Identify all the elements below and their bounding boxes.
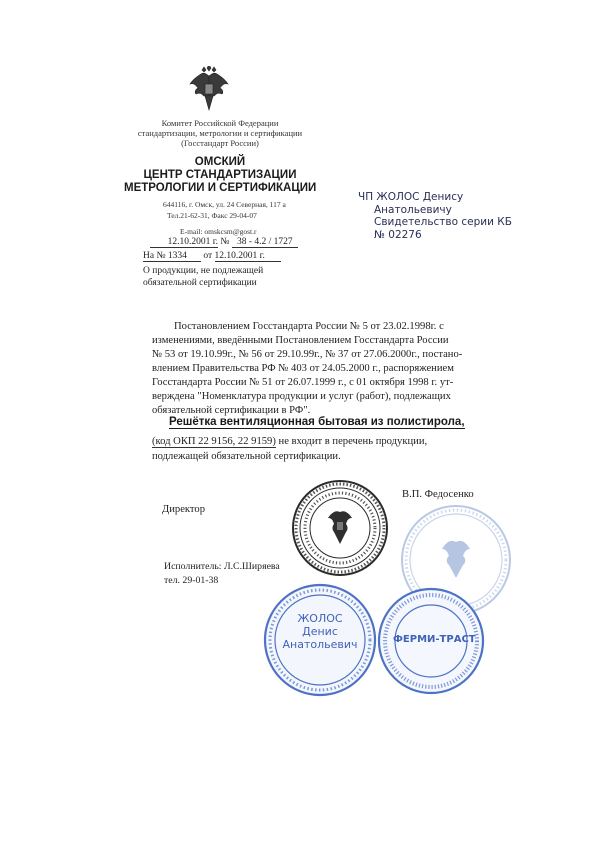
body-line-4: влением Правительства РФ № 403 от 24.05.2000 г., распоряжением [152, 363, 454, 374]
committee-line-1: Комитет Российской Федерации [161, 118, 279, 128]
recipient-line-3: Свидетельство серии КБ [374, 216, 512, 228]
fermi-trast-seal-text: ФЕРМИ-ТРАСТ [393, 634, 476, 645]
coat-of-arms-emblem [186, 66, 232, 114]
body-line-2: изменениями, введёнными Постановлением Госстандарта России [152, 335, 449, 346]
executor-phone: тел. 29-01-38 [164, 575, 219, 586]
outgoing-number: 38 - 4.2 / 1727 [232, 237, 298, 248]
recipient-block [358, 191, 512, 241]
signature-position: Директор [162, 504, 205, 515]
body-paragraph [152, 320, 462, 418]
body-line-5: Госстандарта России № 51 от 26.07.1999 г., с 01 октября 1998 г. ут- [152, 377, 454, 388]
product-code: (код ОКП 22 9156, 22 9159) [152, 436, 276, 447]
committee-line-3: (Госстандарт России) [181, 138, 259, 148]
product-code-rest: не входит в перечень продукции, [275, 436, 428, 447]
zholos-seal-line-2: Денис [302, 625, 338, 638]
center-address: 644116, г. Омск, ул. 24 Северная, 117 а [163, 200, 286, 209]
body-line-1: Постановлением Госстандарта России № 5 от 23.02.1998г. с [174, 321, 444, 332]
zholos-seal-line-3: Анатольевич [282, 638, 358, 651]
outgoing-date: 12.10.2001 г. [150, 237, 218, 248]
closing-line: подлежащей обязательной сертификации. [152, 451, 341, 462]
product-code-line [152, 435, 427, 449]
recipient-line-2: Анатольевичу [374, 203, 452, 216]
signature-name: В.П. Федосенко [402, 489, 474, 500]
center-phones: Тел.21-62-31, Факс 29-04-07 [167, 211, 257, 220]
recipient-line-1: ЧП ЖОЛОС Денису [358, 191, 464, 203]
executor-name: Исполнитель: Л.С.Ширяева [164, 561, 280, 572]
body-line-7: обязательной сертификации в РФ". [152, 405, 311, 416]
incoming-date: 12.10.2001 г. [215, 251, 281, 262]
center-email: E-mail: omskcsm@gost.r [180, 227, 257, 236]
zholos-seal-line-1: ЖОЛОС [297, 612, 343, 625]
outgoing-no-label: № [220, 237, 230, 247]
committee-line-2: стандартизации, метрологии и сертификации [137, 128, 303, 138]
center-name-line-1: ОМСКИЙ [194, 156, 246, 168]
subject-line-2: обязательной сертификации [143, 278, 257, 288]
product-name: Решётка вентиляционная бытовая из полистирола, [169, 416, 465, 428]
recipient-line-4: № 02276 [374, 228, 422, 241]
center-name-line-3: МЕТРОЛОГИИ И СЕРТИФИКАЦИИ [124, 182, 317, 194]
body-line-6: верждена "Номенклатура продукции и услуг (работ), подлежащих [152, 391, 451, 402]
incoming-number: На № 1334 [143, 251, 201, 262]
incoming-ref [143, 251, 281, 262]
outgoing-ref [150, 237, 298, 248]
incoming-from-label: от [203, 251, 213, 261]
official-round-seal [290, 478, 390, 578]
center-name-line-2: ЦЕНТР СТАНДАРТИЗАЦИИ [143, 169, 297, 181]
body-line-3: № 53 от 19.10.99г., № 56 от 29.10.99г., № 37 от 27.06.2000г., постано- [152, 349, 463, 360]
subject-line-1: О продукции, не подлежащей [143, 266, 264, 276]
